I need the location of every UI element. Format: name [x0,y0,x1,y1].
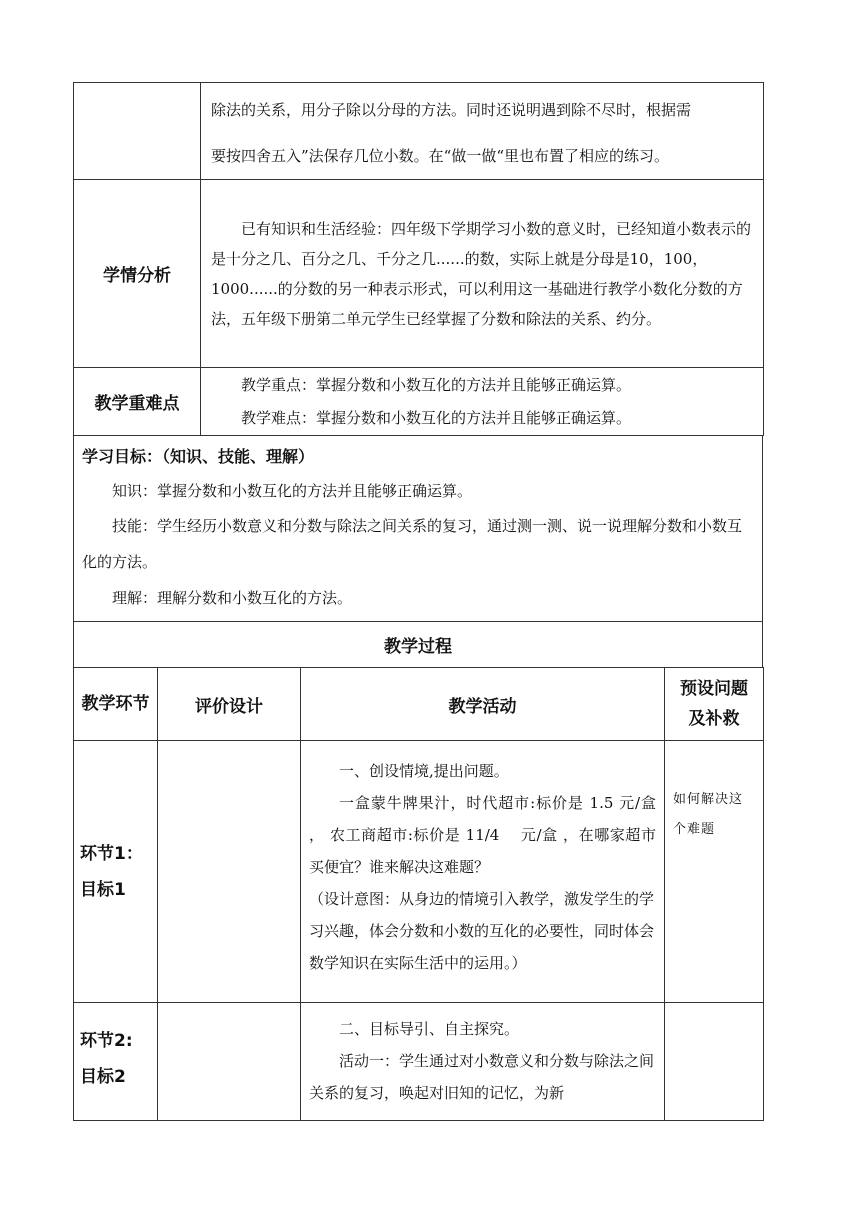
process-table [73,667,764,1121]
goal-knowledge: 知识：掌握分数和小数互化的方法并且能够正确运算。 [112,482,473,500]
process-header-row [74,668,764,741]
key-difficult-points-label: 教学重难点 [74,368,201,436]
goals-table [73,435,763,668]
issue-1: 如何解决这个难题 [673,792,744,837]
textbook-line-1: 除法的关系，用分子除以分母的方法。同时还说明遇到除不尽时，根据需 [211,101,692,119]
step-2-goal: 目标2 [80,1067,126,1087]
difficult-point-text: 教学难点：掌握分数和小数互化的方法并且能够正确运算。 [241,408,632,427]
header-eval: 评价设计 [158,668,301,741]
activity-1-note: （设计意图：从身边的情境引入教学，激发学生的学习兴趣，体会分数和小数的互化的必要性，同时体会数学知识在实际生活中的运用。） [309,890,655,972]
goals-row [74,436,763,622]
header-step: 教学环节 [74,668,158,741]
key-point-text: 教学重点：掌握分数和小数互化的方法并且能够正确运算。 [241,375,632,394]
key-difficult-points-row [74,368,764,436]
process-title: 教学过程 [74,622,763,668]
lesson-plan-sheet [73,82,763,1121]
header-issues: 预设问题及补救 [665,668,764,741]
step-2-label: 环节2: [80,1031,133,1051]
process-row-2 [74,1003,764,1121]
activity-1-title: 一、创设情境,提出问题。 [339,762,509,780]
activity-2-title: 二、目标导引、自主探究。 [339,1020,520,1038]
issue-2 [665,1003,764,1121]
activity-2-body: 活动一：学生通过对小数意义和分数与除法之间关系的复习，唤起对旧知的记忆，为新 [309,1052,655,1102]
upper-table [73,82,764,436]
header-activity: 教学活动 [301,668,665,741]
learner-analysis-label: 学情分析 [74,180,201,368]
process-title-row [74,622,763,668]
learner-analysis-text: 已有知识和生活经验：四年级下学期学习小数的意义时，已经知道小数表示的是十分之几、百分之几、千分之几......的数，实际上就是分母是10，100，1000......的分数的另一种表示形式，可以利用这一基础进行教学小数化分数的方法，五年级下册第二单元学生已经掌握了分数和除法的关系、约分。 [211,219,752,328]
step-1-goal: 目标1 [80,879,126,900]
eval-2 [158,1003,301,1121]
textbook-analysis-continued-row [74,83,764,180]
eval-1 [158,741,301,1003]
activity-1-body: 一盒蒙牛牌果汁，时代超市:标价是 1.5 元/盒 ， 农工商超市:标价是 11/4 元/盒 ，在哪家超市买便宜？谁来解决这难题？ [309,794,656,876]
process-row-1 [74,741,764,1003]
step-1-label: 环节1： [80,843,143,864]
textbook-line-2: 要按四舍五入”法保存几位小数。在“做一做“里也布置了相应的练习。 [211,147,670,165]
goals-title: 学习目标：（知识、技能、理解） [82,447,315,466]
goal-skill: 技能：学生经历小数意义和分数与除法之间关系的复习，通过测一测、说一说理解分数和小数互化的方法。 [82,517,743,571]
goal-understanding: 理解：理解分数和小数互化的方法。 [112,589,353,607]
learner-analysis-row [74,180,764,368]
